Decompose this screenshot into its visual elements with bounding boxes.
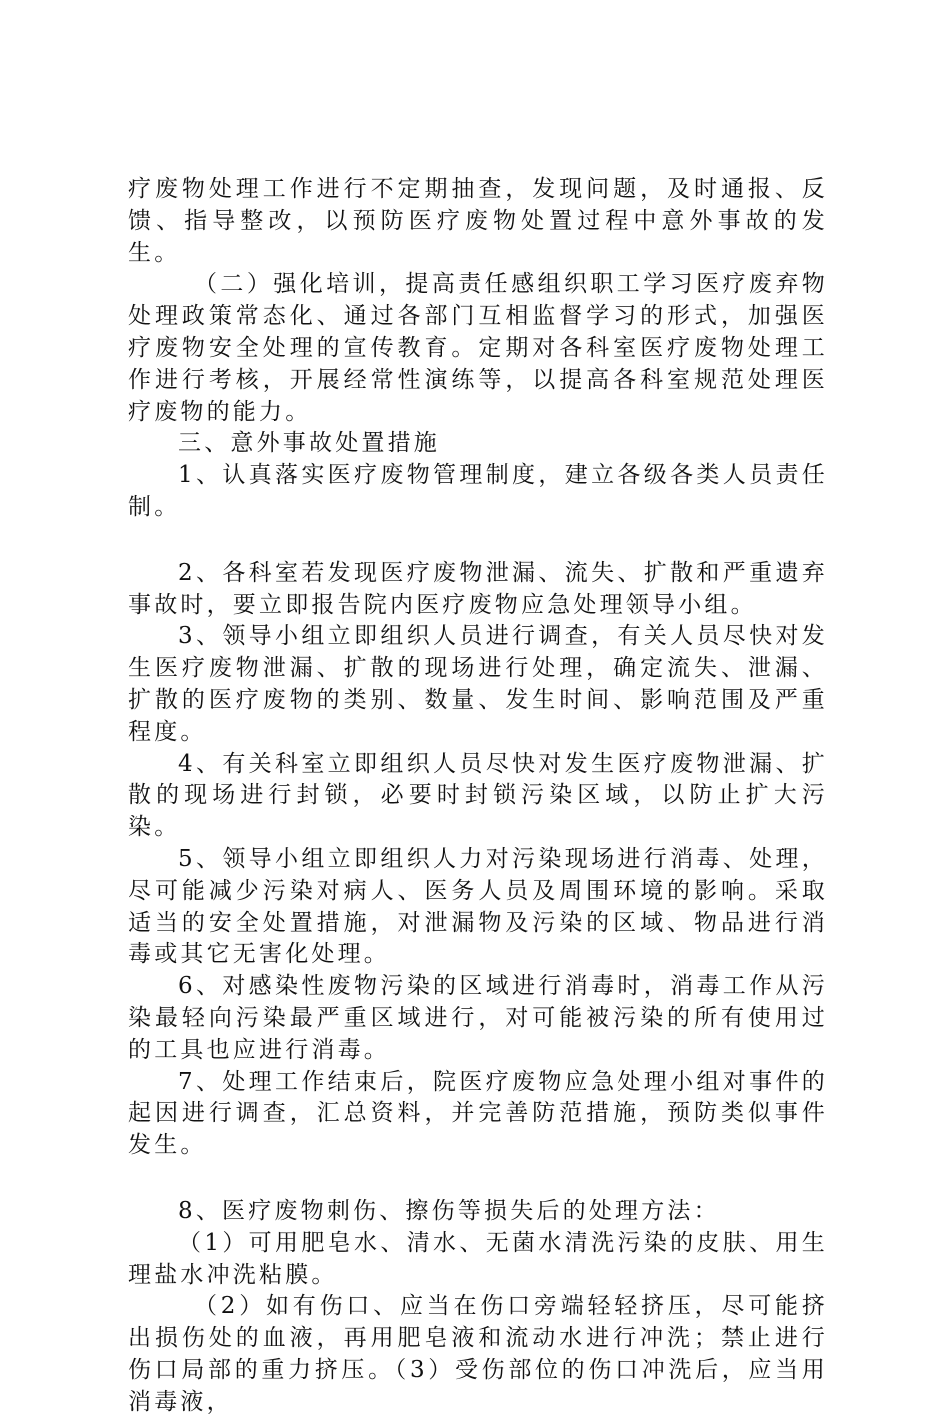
list-item-6: 6、对感染性废物污染的区域进行消毒时，消毒工作从污染最轻向污染最严重区域进行，对可能被污染的所有使用过的工具也应进行消毒。 bbox=[128, 973, 828, 1063]
list-item-8: 8、医疗废物刺伤、擦伤等损失后的处理方法： bbox=[178, 1197, 720, 1224]
list-item-1: 1、认真落实医疗废物管理制度，建立各级各类人员责任制。 bbox=[128, 462, 828, 520]
blank-line bbox=[128, 524, 828, 558]
document-body bbox=[128, 174, 828, 1418]
list-item-3: 3、领导小组立即组织人员进行调查，有关人员尽快对发生医疗废物泄漏、扩散的现场进行处理，确定流失、泄漏、扩散的医疗废物的类别、数量、发生时间、影响范围及严重程度。 bbox=[128, 623, 828, 745]
list-item-7: 7、处理工作结束后，院医疗废物应急处理小组对事件的起因进行调查，汇总资料，并完善防范措施，预防类似事件发生。 bbox=[128, 1068, 828, 1159]
list-item-2: 2、各科室若发现医疗废物泄漏、流失、扩散和严重遗弃事故时，要立即报告院内医疗废物应急处理领导小组。 bbox=[128, 559, 828, 618]
list-item-4: 4、有关科室立即组织人员尽快对发生医疗废物泄漏、扩散的现场进行封锁，必要时封锁污染区域，以防止扩大污染。 bbox=[128, 750, 828, 841]
sub-item-1: （1）可用肥皂水、清水、无菌水清洗污染的皮肤、用生理盐水冲洗粘膜。 bbox=[128, 1229, 828, 1288]
list-item-5: 5、领导小组立即组织人力对污染现场进行消毒、处理，尽可能减少污染对病人、医务人员及周围环境的影响。采取适当的安全处置措施，对泄漏物及污染的区域、物品进行消毒或其它无害化处理。 bbox=[128, 845, 828, 968]
paragraph-continued: 疗废物处理工作进行不定期抽查，发现问题，及时通报、反馈、指导整改，以预防医疗废物处置过程中意外事故的发生。 bbox=[128, 176, 828, 266]
paragraph-training: （二）强化培训，提高责任感组织职工学习医疗废弃物处理政策常态化、通过各部门互相监督学习的形式，加强医疗废物安全处理的宣传教育。定期对各科室医疗废物处理工作进行考核，开展经常性演练等，以提高各科室规范处理医疗废物的能力。 bbox=[128, 271, 828, 425]
sub-item-2: （2）如有伤口、应当在伤口旁端轻轻挤压，尽可能挤出损伤处的血液，再用肥皂液和流动水进行冲洗；禁止进行伤口局部的重力挤压。（3）受伤部位的伤口冲洗后，应当用消毒液， bbox=[128, 1293, 828, 1415]
section-heading-accident-measures: 三、意外事故处置措施 bbox=[178, 430, 440, 457]
blank-line bbox=[128, 1162, 828, 1196]
